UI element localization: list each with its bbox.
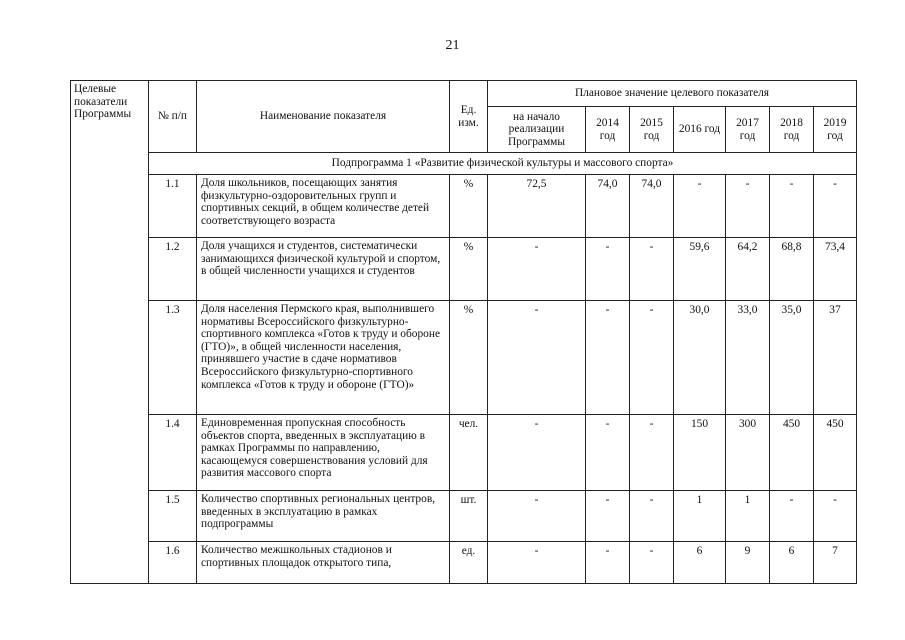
value-start: - — [488, 301, 586, 415]
row-number: 1.5 — [149, 491, 197, 542]
value-2018: 68,8 — [770, 238, 814, 301]
table-row — [71, 301, 857, 415]
row-number: 1.4 — [149, 415, 197, 491]
unit: ед. — [450, 542, 488, 584]
column-header-start: на начало реализации Программы — [488, 107, 586, 153]
value-2015: 74,0 — [630, 175, 674, 238]
unit: % — [450, 238, 488, 301]
row-number: 1.2 — [149, 238, 197, 301]
planned-value-header: Плановое значение целевого показателя — [488, 81, 857, 107]
value-2014: - — [586, 542, 630, 584]
indicator-name: Доля школьников, посещающих занятия физкультурно-оздоровительных групп и спортивных секций, в общем количестве детей соответствующего возраста — [197, 175, 450, 238]
unit: шт. — [450, 491, 488, 542]
row-number-header: № п/п — [149, 81, 197, 153]
value-2019: 37 — [814, 301, 857, 415]
value-2014: 74,0 — [586, 175, 630, 238]
indicator-name: Количество спортивных региональных центров, введенных в эксплуатацию в рамках подпрограммы — [197, 491, 450, 542]
value-2015: - — [630, 238, 674, 301]
column-header-2018: 2018 год — [770, 107, 814, 153]
value-2019: 7 — [814, 542, 857, 584]
value-2017: 1 — [726, 491, 770, 542]
value-2019: 73,4 — [814, 238, 857, 301]
value-start: - — [488, 542, 586, 584]
value-2015: - — [630, 491, 674, 542]
row-number: 1.1 — [149, 175, 197, 238]
value-2017: - — [726, 175, 770, 238]
value-2014: - — [586, 301, 630, 415]
value-2016: 30,0 — [674, 301, 726, 415]
value-2019: - — [814, 175, 857, 238]
value-2016: 6 — [674, 542, 726, 584]
indicator-name: Количество межшкольных стадионов и спортивных площадок открытого типа, — [197, 542, 450, 584]
unit-header: Ед. изм. — [450, 81, 488, 153]
value-2018: 6 — [770, 542, 814, 584]
value-2017: 64,2 — [726, 238, 770, 301]
target-indicators-table — [70, 80, 857, 584]
value-2019: - — [814, 491, 857, 542]
value-start: 72,5 — [488, 175, 586, 238]
table-row — [71, 542, 857, 584]
value-2015: - — [630, 301, 674, 415]
value-2017: 9 — [726, 542, 770, 584]
column-header-2017: 2017 год — [726, 107, 770, 153]
table-row — [71, 175, 857, 238]
indicator-name: Доля учащихся и студентов, систематически занимающихся физической культурой и спортом, в общей численности учащихся и студентов — [197, 238, 450, 301]
row-number: 1.6 — [149, 542, 197, 584]
value-2018: - — [770, 491, 814, 542]
value-2016: 59,6 — [674, 238, 726, 301]
row-number: 1.3 — [149, 301, 197, 415]
value-2015: - — [630, 542, 674, 584]
indicator-name: Доля населения Пермского края, выполнившего нормативы Всероссийского физкультурно-спортивного комплекса «Готов к труду и обороне (ГТО)», в общей численности населения, принявшего участие в сдаче нормативов Всероссийского физкультурно-спортивного комплекса «Готов к труду и обороне (ГТО)» — [197, 301, 450, 415]
value-2019: 450 — [814, 415, 857, 491]
unit: чел. — [450, 415, 488, 491]
value-2018: 35,0 — [770, 301, 814, 415]
subprogram-title: Подпрограмма 1 «Развитие физической культуры и массового спорта» — [149, 153, 857, 175]
value-2016: 1 — [674, 491, 726, 542]
table-row — [71, 238, 857, 301]
indicator-name-header: Наименование показателя — [197, 81, 450, 153]
target-indicators-header: Целевые показатели Программы — [71, 81, 149, 584]
unit: % — [450, 175, 488, 238]
column-header-2014: 2014 год — [586, 107, 630, 153]
table-row — [71, 491, 857, 542]
value-2016: - — [674, 175, 726, 238]
value-2017: 33,0 — [726, 301, 770, 415]
value-2018: - — [770, 175, 814, 238]
value-2017: 300 — [726, 415, 770, 491]
value-2014: - — [586, 238, 630, 301]
column-header-2019: 2019 год — [814, 107, 857, 153]
column-header-2016: 2016 год — [674, 107, 726, 153]
value-2015: - — [630, 415, 674, 491]
value-2014: - — [586, 415, 630, 491]
value-start: - — [488, 415, 586, 491]
value-start: - — [488, 238, 586, 301]
value-2014: - — [586, 491, 630, 542]
indicator-name: Единовременная пропускная способность объектов спорта, введенных в эксплуатацию в рамках Программы по направлению, касающемуся совершенствования условий для развития массового спорта — [197, 415, 450, 491]
value-2018: 450 — [770, 415, 814, 491]
unit: % — [450, 301, 488, 415]
value-2016: 150 — [674, 415, 726, 491]
column-header-2015: 2015 год — [630, 107, 674, 153]
table-row — [71, 415, 857, 491]
value-start: - — [488, 491, 586, 542]
page-number: 21 — [445, 38, 460, 53]
